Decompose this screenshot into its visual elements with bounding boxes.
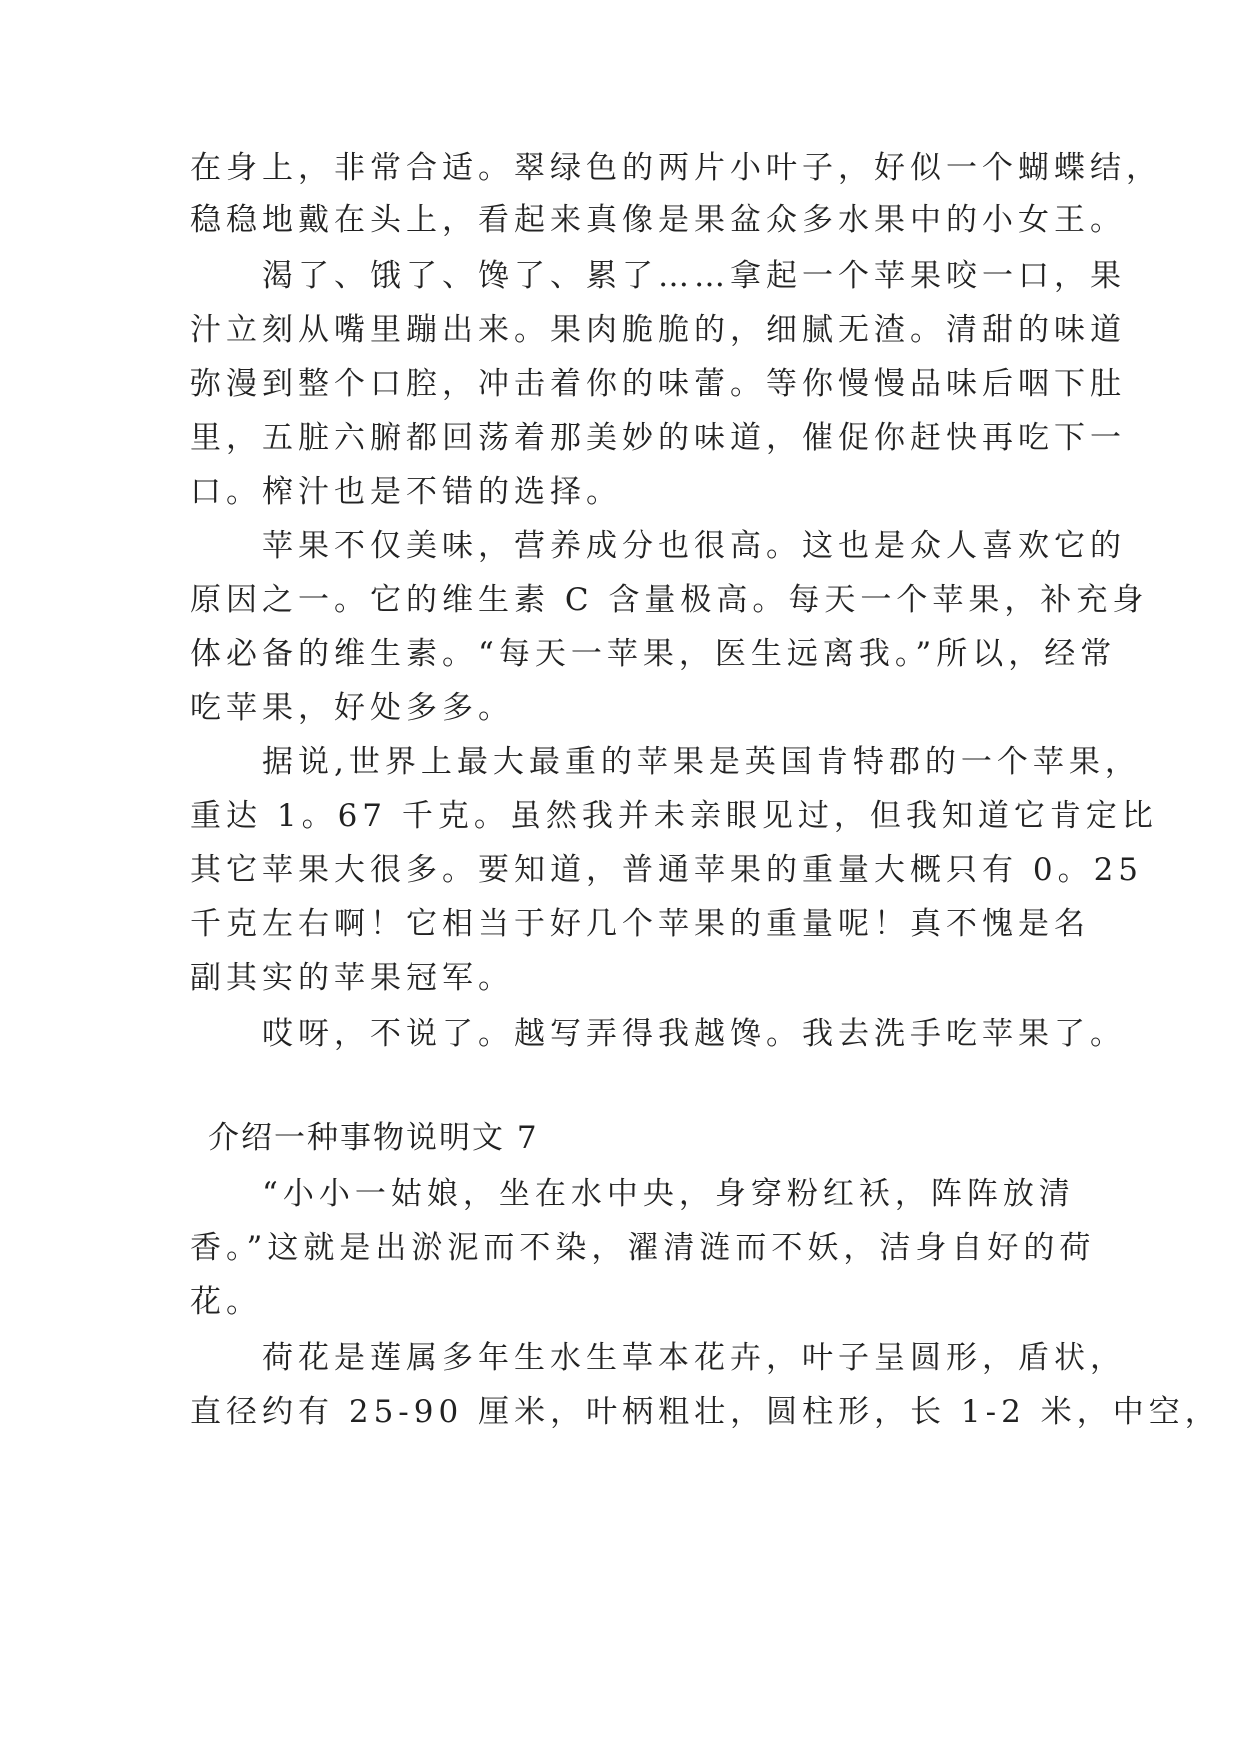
text-line: 其它苹果大很多。要知道，普通苹果的重量大概只有 0。25: [190, 852, 1144, 888]
text-line: 弥漫到整个口腔，冲击着你的味蕾。等你慢慢品味后咽下肚: [190, 366, 1126, 402]
text-line: 副其实的苹果冠军。: [190, 960, 514, 996]
text-line: 渴了、饿了、馋了、累了……拿起一个苹果咬一口，果: [190, 258, 1126, 294]
section-heading: 介绍一种事物说明文 7: [208, 1120, 539, 1156]
text-line: 吃苹果，好处多多。: [190, 690, 514, 726]
text-line: 苹果不仅美味，营养成分也很高。这也是众人喜欢它的: [190, 528, 1126, 564]
text-line: 花。: [190, 1284, 262, 1320]
text-line: 荷花是莲属多年生水生草本花卉，叶子呈圆形，盾状，: [190, 1340, 1126, 1376]
text-line: 原因之一。它的维生素 C 含量极高。每天一个苹果，补充身: [190, 582, 1149, 618]
text-line: 重达 1。67 千克。虽然我并未亲眼见过，但我知道它肯定比: [190, 798, 1158, 834]
text-line: “小小一姑娘，坐在水中央，身穿粉红袄，阵阵放清: [190, 1176, 1075, 1212]
text-line: 香。”这就是出淤泥而不染，濯清涟而不妖，洁身自好的荷: [190, 1230, 1096, 1266]
text-line: 直径约有 25-90 厘米，叶柄粗壮，圆柱形，长 1-2 米，中空，: [190, 1394, 1221, 1430]
text-line: 里，五脏六腑都回荡着那美妙的味道，催促你赶快再吃下一: [190, 420, 1126, 456]
text-line: 汁立刻从嘴里蹦出来。果肉脆脆的，细腻无渣。清甜的味道: [190, 312, 1126, 348]
text-line: 体必备的维生素。“每天一苹果，医生远离我。”所以，经常: [190, 636, 1117, 672]
text-line: 稳稳地戴在头上，看起来真像是果盆众多水果中的小女王。: [190, 202, 1126, 238]
text-line: 在身上，非常合适。翠绿色的两片小叶子，好似一个蝴蝶结，: [190, 150, 1162, 186]
text-line: 口。榨汁也是不错的选择。: [190, 474, 622, 510]
text-line: 据说,世界上最大最重的苹果是英国肯特郡的一个苹果，: [190, 744, 1141, 780]
text-line: 千克左右啊！它相当于好几个苹果的重量呢！真不愧是名: [190, 906, 1090, 942]
text-line: 哎呀，不说了。越写弄得我越馋。我去洗手吃苹果了。: [190, 1016, 1126, 1052]
